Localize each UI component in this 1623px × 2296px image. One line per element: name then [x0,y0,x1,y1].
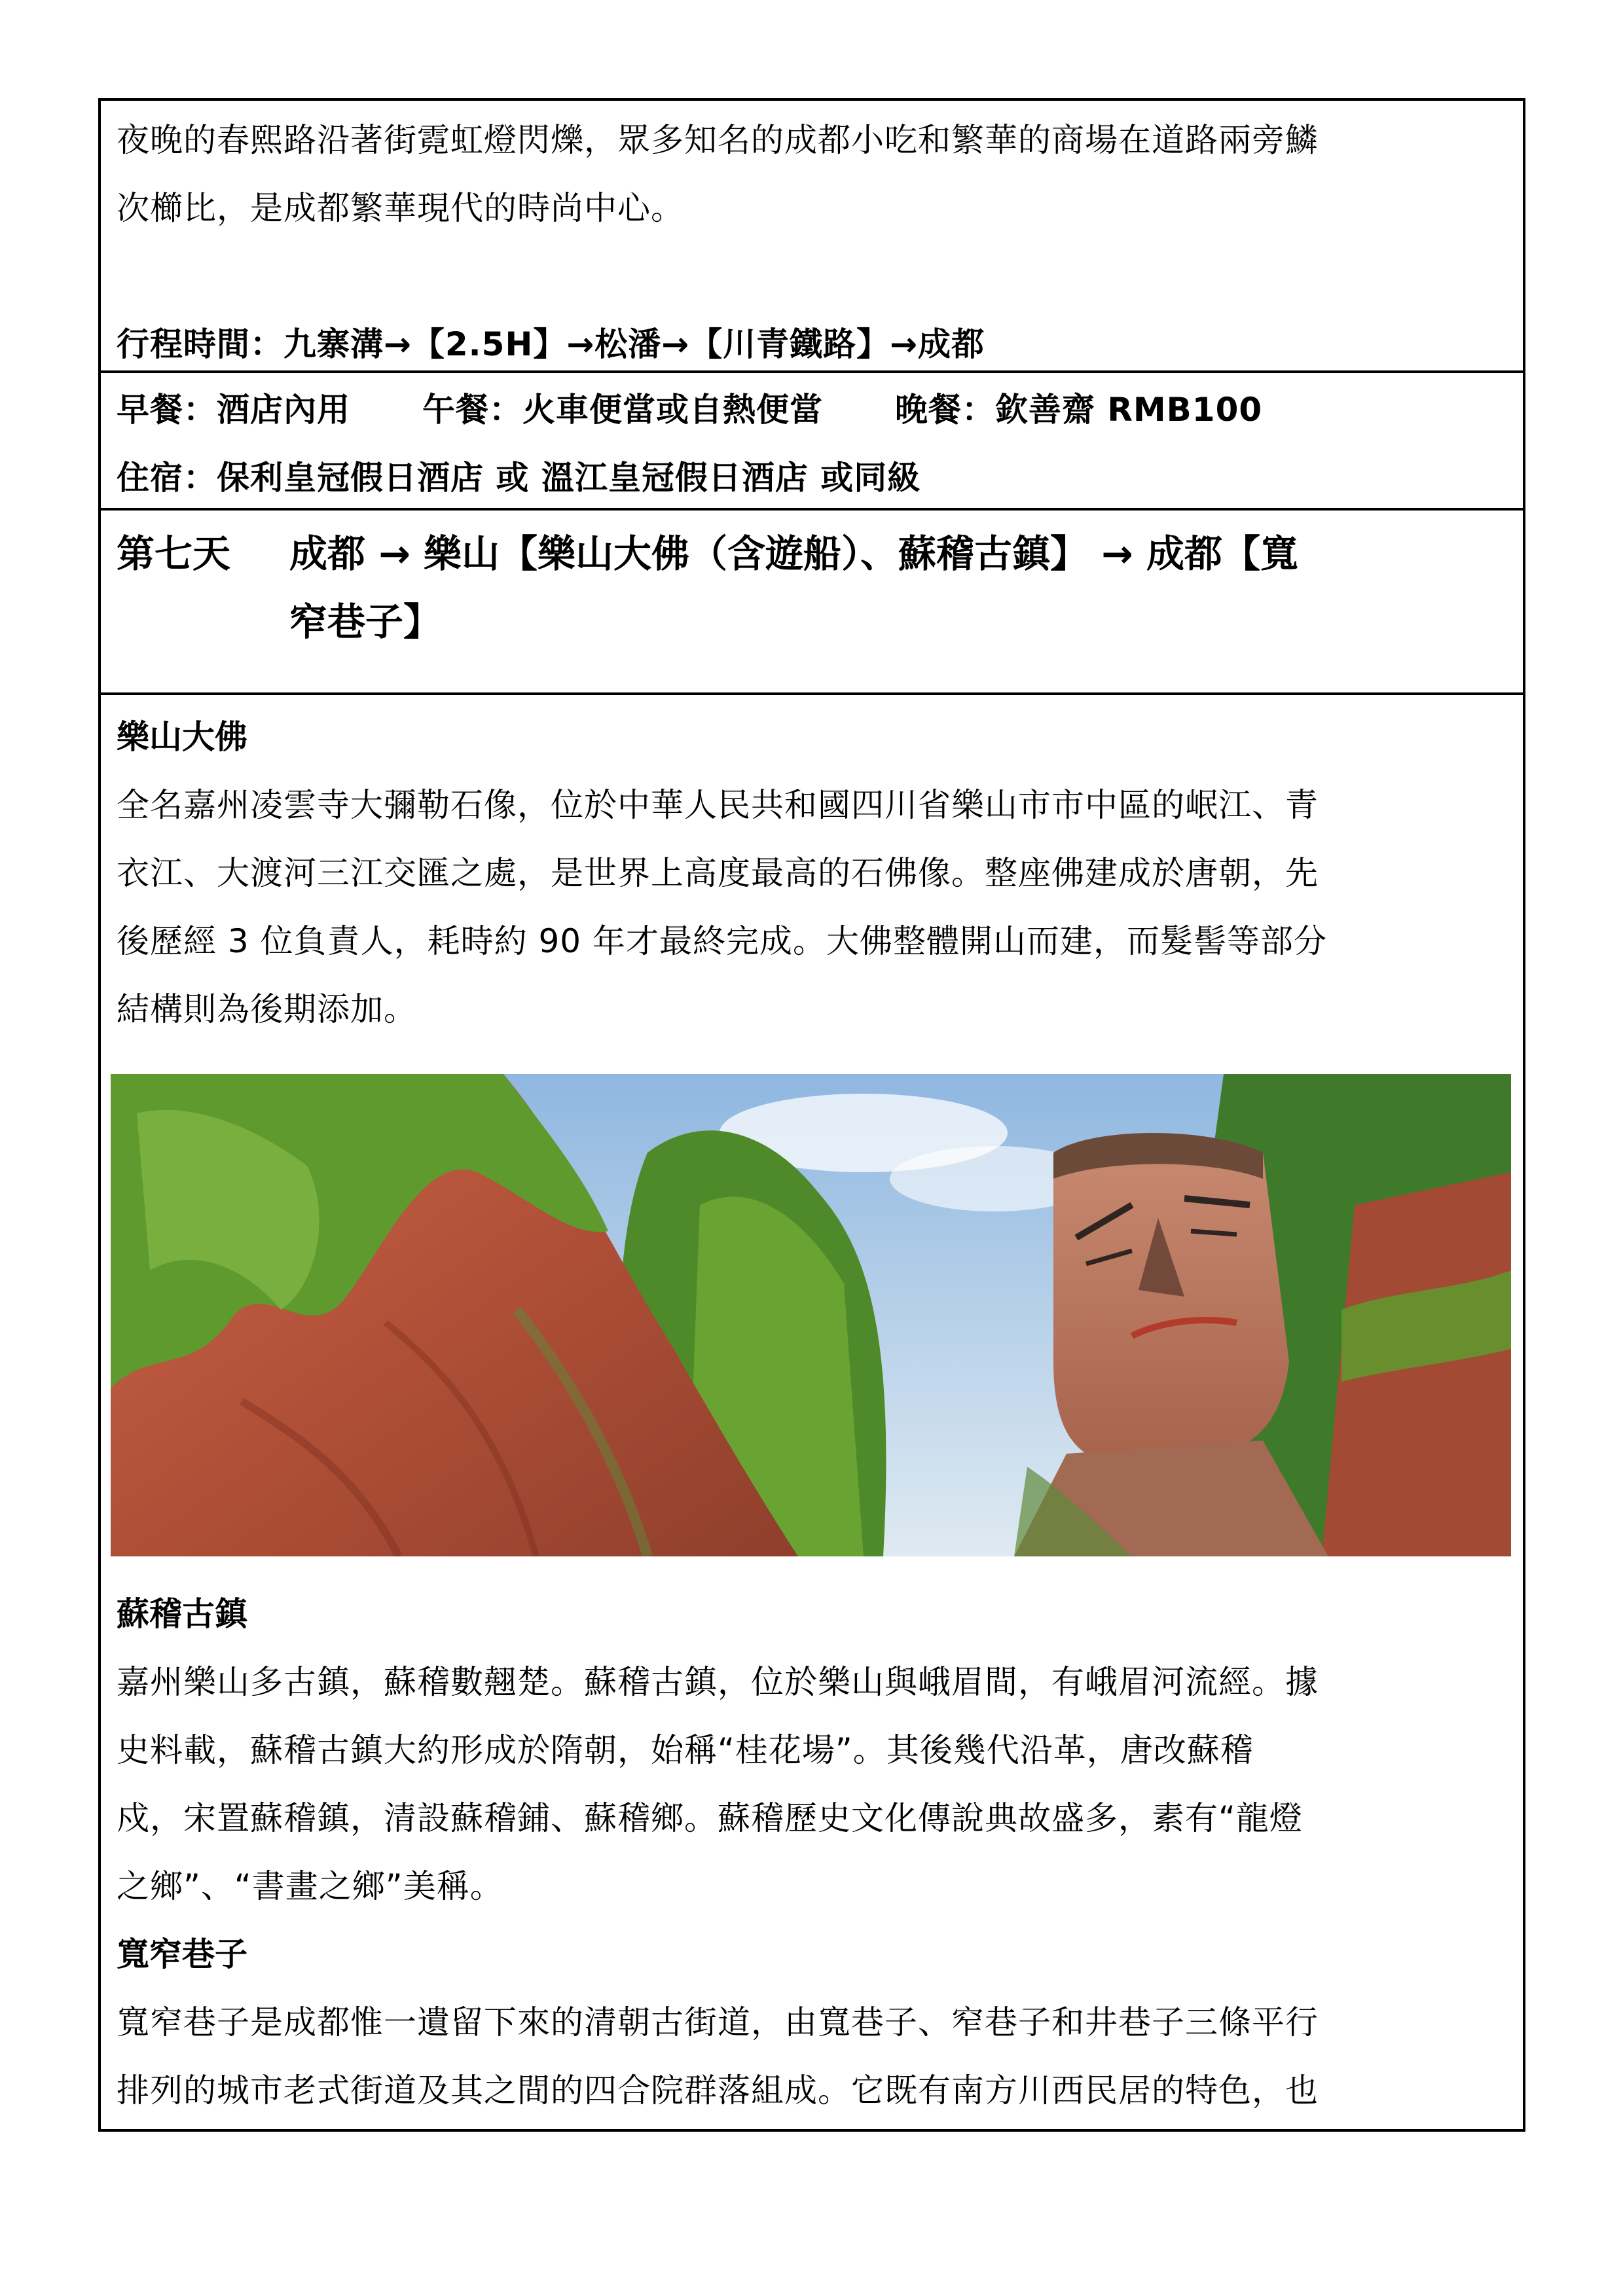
section-title: 樂山大佛 [117,718,247,756]
day-route-line: 窄巷子】 [289,600,442,644]
meals-line [117,376,1507,444]
lodging-info: 住宿：保利皇冠假日酒店 或 溫江皇冠假日酒店 或同級 [117,459,921,497]
section-line: 之鄉”、“書畫之鄉”美稱。 [117,1867,503,1905]
day-six-evening-row [101,101,1523,370]
lower-sections [117,1580,1507,2125]
section-line: 寬窄巷子是成都惟一遺留下來的清朝古街道，由寬巷子、窄巷子和井巷子三條平行 [117,2003,1319,2041]
day-route [289,520,1507,656]
section-line: 嘉州樂山多古鎮，蘇稽數翹楚。蘇稽古鎮，位於樂山與峨眉間，有峨眉河流經。據 [117,1663,1319,1701]
itinerary-time: 行程時間：九寨溝→【2.5H】→松潘→【川青鐵路】→成都 [117,325,985,363]
spacer-line [117,242,1507,310]
section-line: 結構則為後期添加。 [117,990,417,1028]
day-seven-content-row [101,692,1523,2129]
meals-lodging-row [101,370,1523,508]
section-line: 戍，宋置蘇稽鎮，清設蘇稽鋪、蘇稽鄉。蘇稽歷史文化傳說典故盛多，素有“龍燈 [117,1799,1303,1837]
description-line: 夜晚的春熙路沿著街霓虹燈閃爍，眾多知名的成都小吃和繁華的商場在道路兩旁鱗 [117,121,1319,159]
leshan-buddha-photo [111,1074,1511,1556]
dinner-info: 晚餐：欽善齋 RMB100 [895,391,1263,429]
section-line: 史料載，蘇稽古鎮大約形成於隋朝，始稱“桂花場”。其後幾代沿革，唐改蘇稽 [117,1731,1254,1769]
section-line: 衣江、大渡河三江交匯之處，是世界上高度最高的石佛像。整座佛建成於唐朝，先 [117,854,1319,892]
section-title: 蘇稽古鎮 [117,1595,247,1633]
day-seven-header-row [101,508,1523,692]
section-line: 全名嘉州凌雲寺大彌勒石像，位於中華人民共和國四川省樂山市市中區的岷江、青 [117,786,1319,824]
lunch-info: 午餐：火車便當或自熱便當 [422,391,823,429]
breakfast-info: 早餐：酒店內用 [117,391,350,429]
section-title: 寬窄巷子 [117,1935,247,1973]
day-header [117,520,1507,656]
itinerary-table [98,98,1525,2132]
section-line: 後歷經 3 位負責人，耗時約 90 年才最終完成。大佛整體開山而建，而髮髻等部分 [117,922,1328,960]
day-route-line: 成都 → 樂山【樂山大佛（含遊船）、蘇稽古鎮】 → 成都【寬 [289,531,1298,576]
description-line: 次櫛比，是成都繁華現代的時尚中心。 [117,189,684,227]
section-line: 排列的城市老式街道及其之間的四合院群落組成。它既有南方川西民居的特色，也 [117,2072,1319,2109]
day-label: 第七天 [117,531,231,576]
section-leshan-buddha [117,703,1507,1043]
